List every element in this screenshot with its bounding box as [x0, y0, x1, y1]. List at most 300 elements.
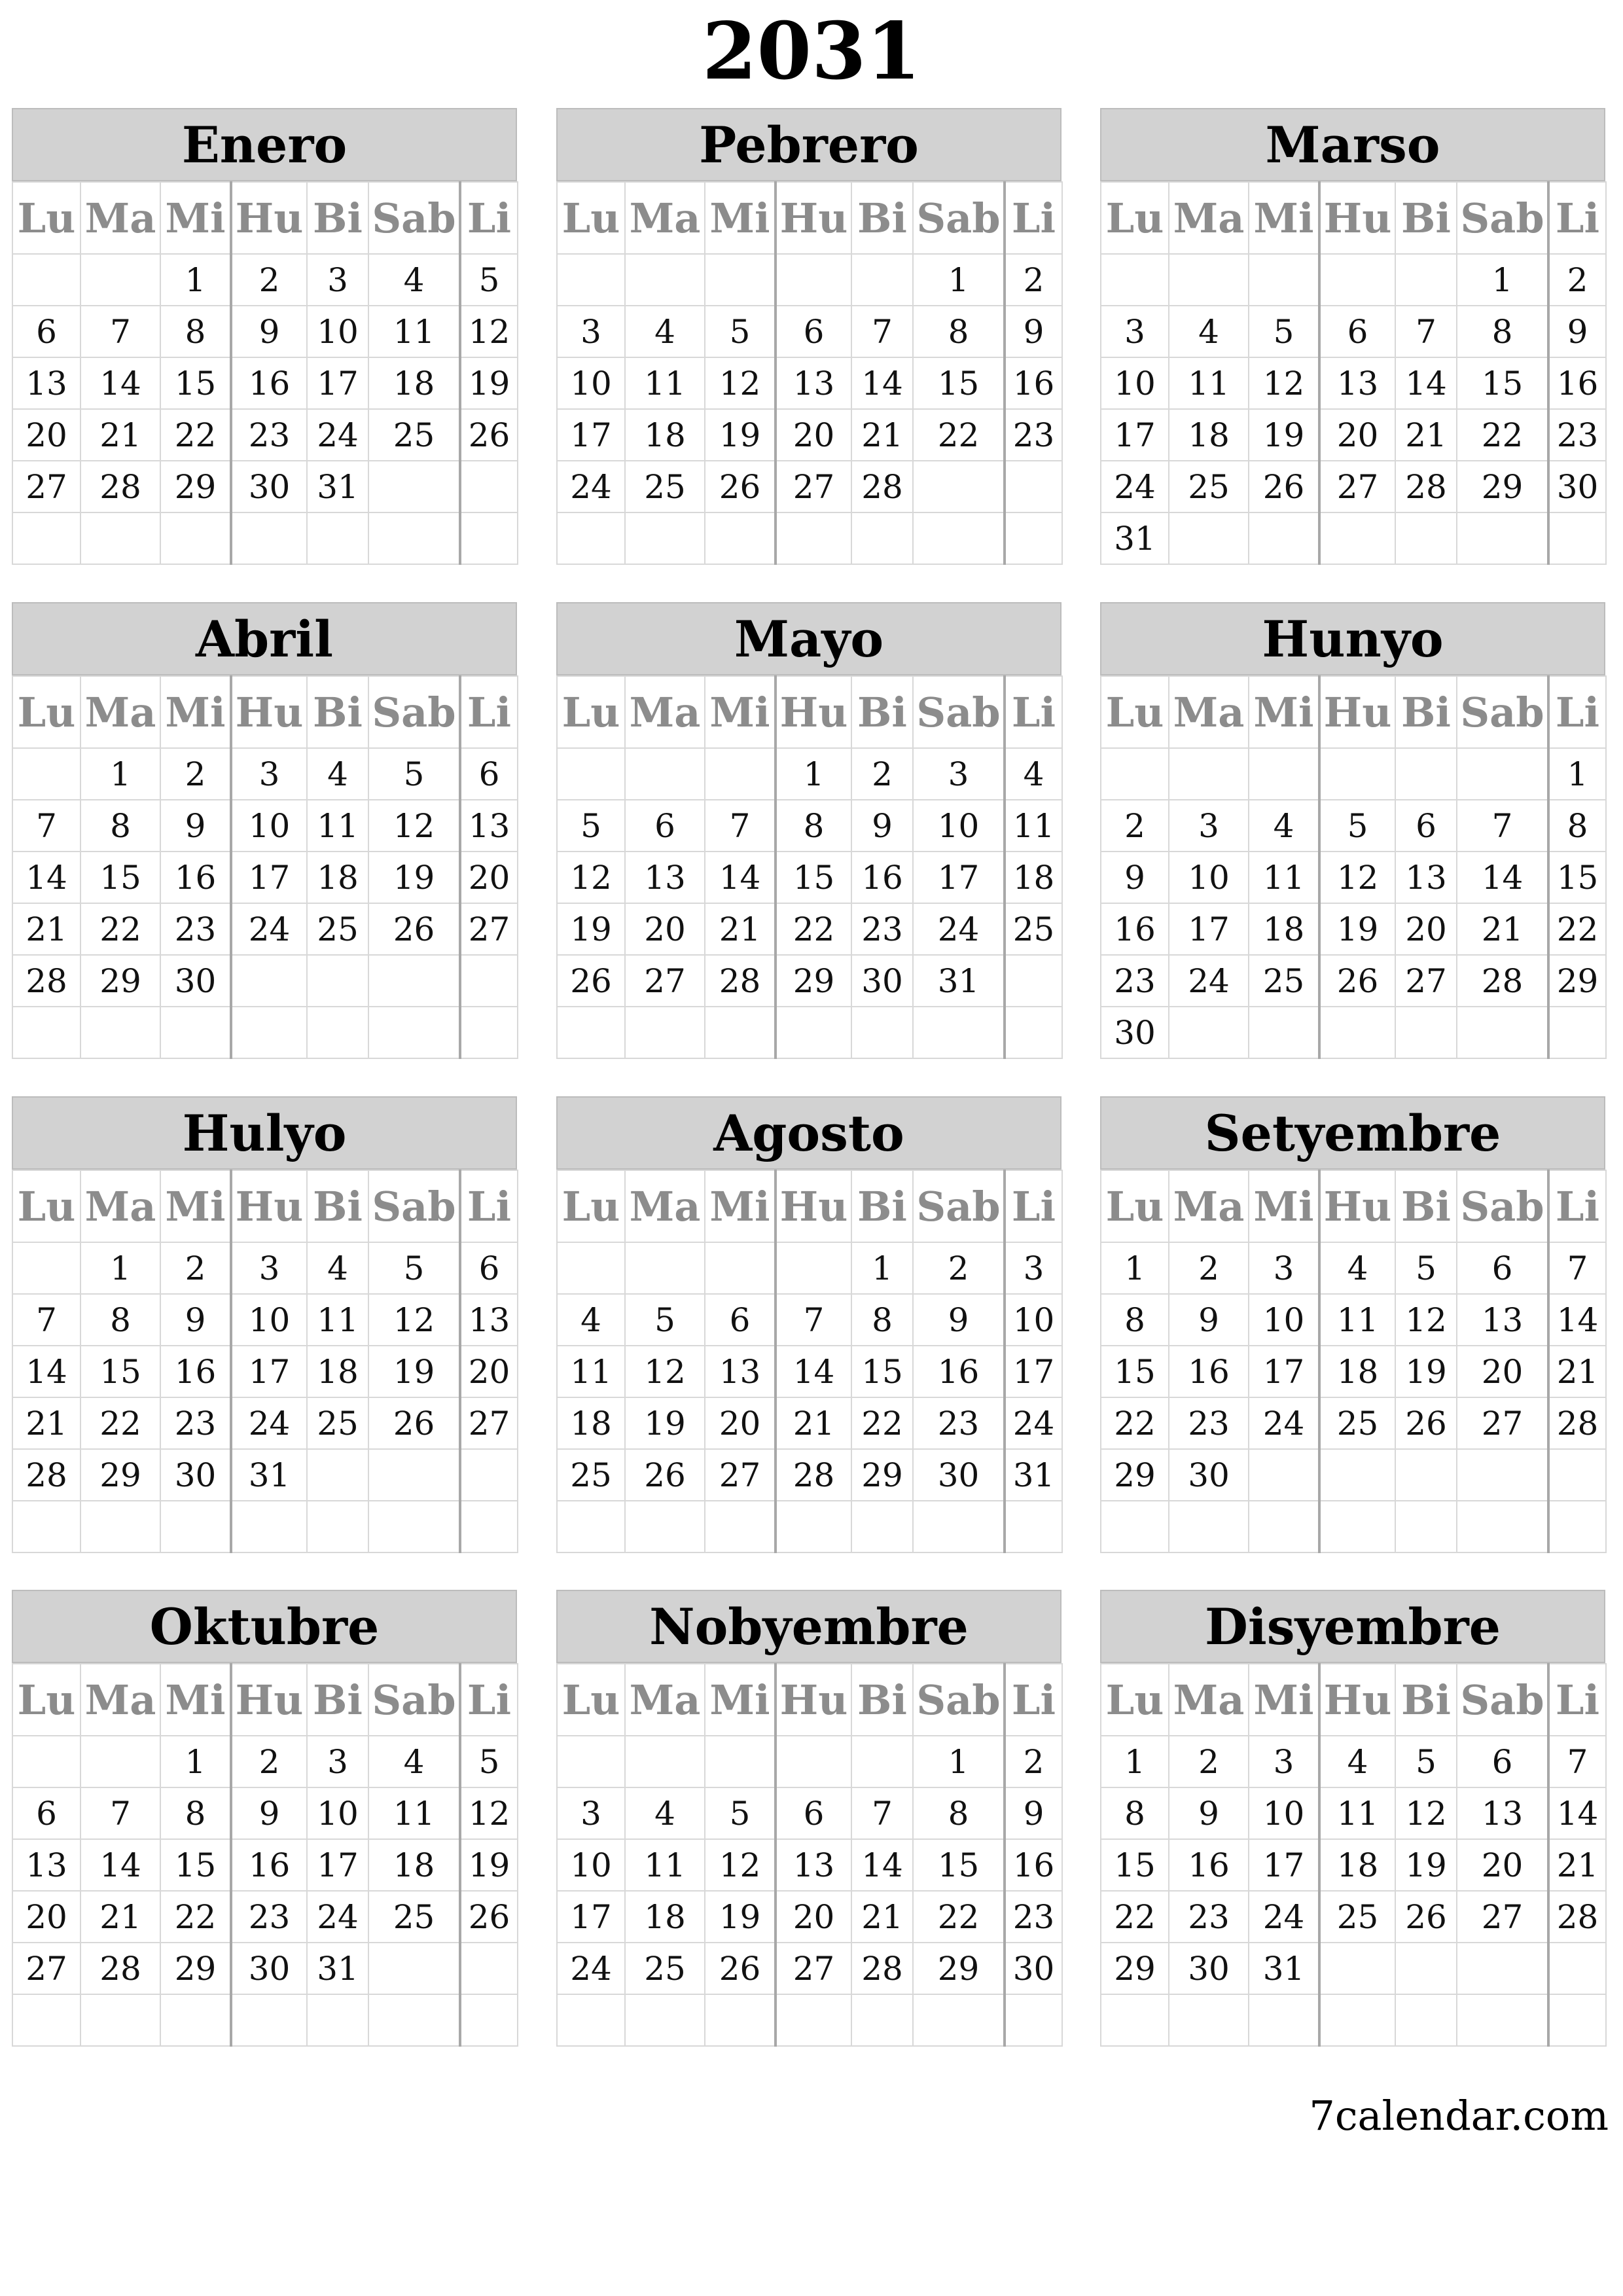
day-cell: 25 — [307, 1397, 368, 1449]
day-cell: 16 — [1169, 1839, 1249, 1891]
weekday-header-row — [1101, 182, 1606, 254]
day-cell: 22 — [160, 1891, 231, 1943]
day-cell: 5 — [557, 800, 625, 852]
day-cell: 26 — [460, 409, 518, 461]
day-cell — [1395, 1501, 1457, 1552]
week-row — [557, 357, 1062, 409]
day-cell: 21 — [1457, 903, 1548, 955]
day-cell: 26 — [368, 1397, 460, 1449]
day-cell: 15 — [160, 1839, 231, 1891]
day-cell — [231, 1501, 307, 1552]
day-cell: 23 — [851, 903, 913, 955]
day-cell: 17 — [1249, 1346, 1319, 1397]
day-cell: 28 — [12, 955, 80, 1007]
week-row — [12, 1994, 518, 2046]
weekday-label: Sab — [913, 1664, 1005, 1736]
week-row — [1101, 1994, 1606, 2046]
weekday-label: Hu — [776, 1170, 851, 1242]
weekday-label: Hu — [776, 182, 851, 254]
day-cell: 16 — [913, 1346, 1005, 1397]
weekday-header-row — [1101, 1170, 1606, 1242]
day-cell — [460, 512, 518, 564]
day-cell: 13 — [460, 1294, 518, 1346]
day-cell — [80, 1736, 160, 1787]
week-row — [557, 461, 1062, 512]
day-cell — [625, 1501, 705, 1552]
weekday-label: Ma — [80, 1664, 160, 1736]
day-cell: 22 — [1101, 1891, 1169, 1943]
day-cell: 7 — [80, 1787, 160, 1839]
day-cell — [625, 512, 705, 564]
weekday-header-row — [557, 1664, 1062, 1736]
week-row — [557, 254, 1062, 306]
month-table — [556, 675, 1063, 1059]
day-cell: 1 — [1101, 1242, 1169, 1294]
day-cell: 11 — [307, 800, 368, 852]
day-cell: 13 — [776, 357, 851, 409]
month-table — [12, 675, 518, 1059]
day-cell — [368, 1449, 460, 1501]
month-name: Abril — [12, 602, 517, 675]
day-cell: 25 — [1249, 955, 1319, 1007]
day-cell: 11 — [625, 357, 705, 409]
day-cell — [1395, 1007, 1457, 1058]
day-cell: 23 — [913, 1397, 1005, 1449]
weekday-label: Mi — [705, 1664, 776, 1736]
day-cell: 29 — [851, 1449, 913, 1501]
week-row — [12, 1007, 518, 1058]
day-cell — [460, 461, 518, 512]
day-cell: 16 — [851, 852, 913, 903]
day-cell: 6 — [776, 1787, 851, 1839]
day-cell: 15 — [1101, 1839, 1169, 1891]
weekday-label: Sab — [1457, 182, 1548, 254]
day-cell: 18 — [625, 409, 705, 461]
day-cell: 21 — [1548, 1839, 1606, 1891]
day-cell: 2 — [160, 748, 231, 800]
weekday-label: Ma — [625, 1664, 705, 1736]
day-cell: 21 — [12, 1397, 80, 1449]
day-cell: 15 — [1548, 852, 1606, 903]
day-cell: 19 — [1319, 903, 1395, 955]
day-cell: 29 — [160, 1943, 231, 1994]
month-block — [1100, 1096, 1605, 1553]
day-cell: 11 — [1249, 852, 1319, 903]
day-cell — [1548, 1007, 1606, 1058]
day-cell: 21 — [12, 903, 80, 955]
day-cell — [12, 512, 80, 564]
day-cell: 26 — [705, 1943, 776, 1994]
day-cell: 26 — [1395, 1891, 1457, 1943]
day-cell: 3 — [307, 254, 368, 306]
week-row — [557, 1994, 1062, 2046]
day-cell: 30 — [1005, 1943, 1062, 1994]
day-cell — [1005, 1501, 1062, 1552]
day-cell: 22 — [913, 409, 1005, 461]
day-cell: 10 — [557, 357, 625, 409]
weekday-label: Lu — [1101, 1170, 1169, 1242]
day-cell — [80, 512, 160, 564]
weekday-label: Lu — [557, 1170, 625, 1242]
day-cell: 14 — [1548, 1787, 1606, 1839]
day-cell: 27 — [776, 461, 851, 512]
day-cell — [1319, 254, 1395, 306]
week-row — [12, 1839, 518, 1891]
day-cell — [776, 1736, 851, 1787]
day-cell: 18 — [557, 1397, 625, 1449]
day-cell: 1 — [913, 254, 1005, 306]
month-block — [12, 1590, 517, 2047]
month-name: Nobyembre — [556, 1590, 1061, 1663]
day-cell: 9 — [231, 306, 307, 357]
day-cell — [557, 748, 625, 800]
weekday-label: Bi — [1395, 1664, 1457, 1736]
day-cell: 5 — [1319, 800, 1395, 852]
day-cell — [460, 1501, 518, 1552]
day-cell — [557, 254, 625, 306]
month-name: Agosto — [556, 1096, 1061, 1170]
day-cell: 7 — [12, 1294, 80, 1346]
day-cell: 14 — [80, 1839, 160, 1891]
month-block — [556, 1590, 1061, 2047]
day-cell: 25 — [368, 409, 460, 461]
day-cell: 7 — [851, 306, 913, 357]
day-cell: 27 — [1457, 1891, 1548, 1943]
weekday-label: Bi — [307, 182, 368, 254]
day-cell: 22 — [80, 1397, 160, 1449]
day-cell — [160, 1007, 231, 1058]
day-cell: 28 — [80, 1943, 160, 1994]
day-cell: 13 — [705, 1346, 776, 1397]
month-block — [12, 1096, 517, 1553]
day-cell: 18 — [1319, 1839, 1395, 1891]
day-cell: 27 — [1395, 955, 1457, 1007]
day-cell: 26 — [460, 1891, 518, 1943]
day-cell: 7 — [705, 800, 776, 852]
day-cell — [557, 1501, 625, 1552]
week-row — [557, 1294, 1062, 1346]
weekday-label: Mi — [1249, 1170, 1319, 1242]
day-cell: 8 — [851, 1294, 913, 1346]
day-cell: 25 — [1005, 903, 1062, 955]
day-cell: 23 — [231, 1891, 307, 1943]
footer-site-link[interactable]: 7calendar.com — [1309, 2092, 1609, 2140]
day-cell — [851, 1736, 913, 1787]
day-cell — [1457, 512, 1548, 564]
day-cell: 28 — [1548, 1891, 1606, 1943]
weekday-label: Mi — [705, 676, 776, 748]
day-cell: 25 — [307, 903, 368, 955]
week-row — [1101, 512, 1606, 564]
weekday-label: Hu — [231, 676, 307, 748]
day-cell: 12 — [1395, 1294, 1457, 1346]
day-cell: 20 — [460, 852, 518, 903]
weekday-label: Ma — [1169, 1170, 1249, 1242]
week-row — [12, 1449, 518, 1501]
day-cell: 11 — [557, 1346, 625, 1397]
day-cell: 23 — [1548, 409, 1606, 461]
day-cell — [1548, 1449, 1606, 1501]
day-cell: 5 — [460, 254, 518, 306]
day-cell — [1169, 1994, 1249, 2046]
day-cell: 24 — [1005, 1397, 1062, 1449]
day-cell: 18 — [1005, 852, 1062, 903]
weekday-label: Li — [460, 1664, 518, 1736]
day-cell: 5 — [1395, 1242, 1457, 1294]
week-row — [12, 306, 518, 357]
day-cell — [913, 1501, 1005, 1552]
day-cell: 23 — [1005, 409, 1062, 461]
day-cell: 22 — [776, 903, 851, 955]
day-cell: 8 — [80, 1294, 160, 1346]
day-cell: 31 — [913, 955, 1005, 1007]
day-cell — [1457, 1994, 1548, 2046]
weekday-label: Sab — [368, 1664, 460, 1736]
day-cell: 12 — [368, 800, 460, 852]
day-cell: 3 — [1249, 1736, 1319, 1787]
day-cell: 12 — [1249, 357, 1319, 409]
weekday-label: Hu — [231, 1664, 307, 1736]
day-cell: 11 — [368, 1787, 460, 1839]
day-cell — [460, 955, 518, 1007]
day-cell: 19 — [460, 1839, 518, 1891]
day-cell — [368, 512, 460, 564]
day-cell: 21 — [1395, 409, 1457, 461]
weekday-label: Sab — [368, 182, 460, 254]
weekday-label: Sab — [1457, 676, 1548, 748]
day-cell: 30 — [851, 955, 913, 1007]
day-cell: 29 — [1101, 1943, 1169, 1994]
day-cell: 27 — [12, 1943, 80, 1994]
day-cell: 3 — [1249, 1242, 1319, 1294]
day-cell: 16 — [1548, 357, 1606, 409]
day-cell — [307, 512, 368, 564]
day-cell — [1101, 1501, 1169, 1552]
week-row — [1101, 955, 1606, 1007]
day-cell — [1005, 512, 1062, 564]
month-table — [1100, 675, 1607, 1059]
day-cell: 20 — [12, 409, 80, 461]
day-cell: 31 — [1005, 1449, 1062, 1501]
day-cell: 10 — [307, 1787, 368, 1839]
week-row — [1101, 852, 1606, 903]
week-row — [557, 1242, 1062, 1294]
day-cell — [12, 254, 80, 306]
day-cell: 13 — [1457, 1787, 1548, 1839]
day-cell: 6 — [1319, 306, 1395, 357]
day-cell — [1319, 1449, 1395, 1501]
week-row — [557, 409, 1062, 461]
day-cell — [460, 1943, 518, 1994]
weekday-label: Bi — [307, 676, 368, 748]
day-cell — [1395, 748, 1457, 800]
day-cell: 25 — [1169, 461, 1249, 512]
day-cell: 21 — [80, 1891, 160, 1943]
day-cell: 2 — [160, 1242, 231, 1294]
day-cell — [1319, 1994, 1395, 2046]
day-cell — [913, 1007, 1005, 1058]
day-cell: 28 — [851, 461, 913, 512]
weekday-label: Hu — [1319, 1170, 1395, 1242]
month-block — [556, 108, 1061, 565]
day-cell: 18 — [625, 1891, 705, 1943]
day-cell: 20 — [1319, 409, 1395, 461]
day-cell: 2 — [1169, 1242, 1249, 1294]
day-cell: 9 — [1005, 306, 1062, 357]
day-cell: 6 — [1457, 1736, 1548, 1787]
month-name: Enero — [12, 108, 517, 181]
weekday-label: Ma — [80, 182, 160, 254]
day-cell: 8 — [776, 800, 851, 852]
day-cell — [307, 1449, 368, 1501]
day-cell: 12 — [1395, 1787, 1457, 1839]
week-row — [1101, 1007, 1606, 1058]
day-cell: 15 — [1101, 1346, 1169, 1397]
day-cell: 27 — [1319, 461, 1395, 512]
day-cell — [851, 1994, 913, 2046]
weekday-label: Bi — [851, 1170, 913, 1242]
day-cell: 2 — [231, 1736, 307, 1787]
day-cell: 22 — [851, 1397, 913, 1449]
day-cell: 24 — [231, 903, 307, 955]
day-cell: 10 — [1101, 357, 1169, 409]
week-row — [1101, 409, 1606, 461]
weekday-header-row — [12, 182, 518, 254]
day-cell: 9 — [913, 1294, 1005, 1346]
day-cell: 10 — [1249, 1787, 1319, 1839]
weekday-label: Hu — [1319, 1664, 1395, 1736]
week-row — [557, 1397, 1062, 1449]
week-row — [557, 306, 1062, 357]
week-row — [1101, 254, 1606, 306]
day-cell — [625, 1736, 705, 1787]
day-cell: 12 — [368, 1294, 460, 1346]
day-cell — [1548, 1943, 1606, 1994]
day-cell: 27 — [460, 1397, 518, 1449]
day-cell: 3 — [307, 1736, 368, 1787]
week-row — [557, 512, 1062, 564]
day-cell — [1548, 512, 1606, 564]
day-cell: 5 — [705, 1787, 776, 1839]
weekday-label: Li — [1548, 182, 1606, 254]
day-cell — [1457, 1943, 1548, 1994]
weekday-label: Li — [1548, 1664, 1606, 1736]
day-cell: 28 — [80, 461, 160, 512]
day-cell: 9 — [851, 800, 913, 852]
day-cell: 15 — [80, 852, 160, 903]
day-cell — [1457, 1007, 1548, 1058]
day-cell: 26 — [705, 461, 776, 512]
weekday-label: Ma — [625, 1170, 705, 1242]
day-cell: 5 — [625, 1294, 705, 1346]
week-row — [1101, 1449, 1606, 1501]
week-row — [12, 748, 518, 800]
day-cell: 29 — [913, 1943, 1005, 1994]
day-cell: 5 — [368, 748, 460, 800]
day-cell: 30 — [1169, 1943, 1249, 1994]
day-cell: 17 — [307, 1839, 368, 1891]
day-cell: 1 — [1457, 254, 1548, 306]
day-cell: 4 — [1005, 748, 1062, 800]
day-cell: 4 — [625, 1787, 705, 1839]
day-cell: 31 — [231, 1449, 307, 1501]
weekday-header-row — [557, 182, 1062, 254]
day-cell: 20 — [460, 1346, 518, 1397]
day-cell: 17 — [557, 1891, 625, 1943]
day-cell: 4 — [307, 748, 368, 800]
day-cell — [12, 1007, 80, 1058]
month-name: Mayo — [556, 602, 1061, 675]
week-row — [1101, 1346, 1606, 1397]
day-cell: 28 — [776, 1449, 851, 1501]
day-cell: 6 — [625, 800, 705, 852]
day-cell: 22 — [1101, 1397, 1169, 1449]
day-cell: 19 — [705, 1891, 776, 1943]
day-cell — [1005, 461, 1062, 512]
day-cell — [160, 1994, 231, 2046]
day-cell: 11 — [625, 1839, 705, 1891]
day-cell: 13 — [460, 800, 518, 852]
day-cell: 3 — [557, 306, 625, 357]
day-cell: 4 — [625, 306, 705, 357]
day-cell: 18 — [1319, 1346, 1395, 1397]
day-cell: 21 — [705, 903, 776, 955]
day-cell — [1395, 1994, 1457, 2046]
week-row — [12, 800, 518, 852]
day-cell: 25 — [557, 1449, 625, 1501]
day-cell: 26 — [368, 903, 460, 955]
day-cell — [12, 748, 80, 800]
day-cell: 19 — [625, 1397, 705, 1449]
weekday-label: Hu — [776, 1664, 851, 1736]
day-cell — [80, 1007, 160, 1058]
day-cell: 12 — [705, 357, 776, 409]
day-cell: 15 — [913, 357, 1005, 409]
weekday-label: Mi — [160, 1170, 231, 1242]
day-cell: 18 — [307, 852, 368, 903]
day-cell — [1169, 1007, 1249, 1058]
day-cell: 12 — [1319, 852, 1395, 903]
day-cell: 8 — [160, 306, 231, 357]
day-cell: 11 — [1169, 357, 1249, 409]
day-cell: 24 — [557, 1943, 625, 1994]
day-cell: 24 — [557, 461, 625, 512]
week-row — [12, 1294, 518, 1346]
day-cell: 1 — [913, 1736, 1005, 1787]
day-cell — [80, 1994, 160, 2046]
day-cell: 18 — [307, 1346, 368, 1397]
weekday-label: Li — [460, 182, 518, 254]
day-cell: 29 — [160, 461, 231, 512]
weekday-label: Ma — [625, 676, 705, 748]
weekday-label: Bi — [1395, 676, 1457, 748]
weekday-label: Lu — [1101, 182, 1169, 254]
day-cell: 11 — [307, 1294, 368, 1346]
day-cell — [1101, 748, 1169, 800]
day-cell: 13 — [625, 852, 705, 903]
day-cell: 26 — [1249, 461, 1319, 512]
day-cell: 2 — [1101, 800, 1169, 852]
day-cell: 7 — [1395, 306, 1457, 357]
day-cell — [1319, 1007, 1395, 1058]
day-cell: 25 — [368, 1891, 460, 1943]
day-cell: 25 — [1319, 1397, 1395, 1449]
day-cell: 24 — [913, 903, 1005, 955]
day-cell — [1249, 1501, 1319, 1552]
day-cell — [851, 1501, 913, 1552]
day-cell: 27 — [776, 1943, 851, 1994]
day-cell — [913, 512, 1005, 564]
